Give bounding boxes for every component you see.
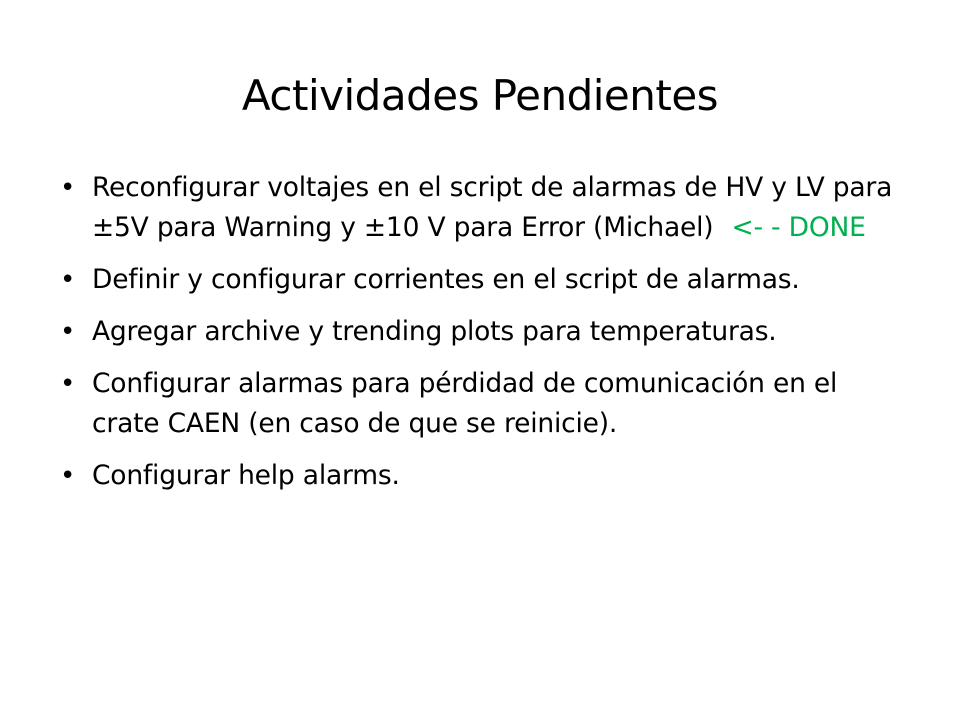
- bullet-item-voltajes: [60, 168, 910, 248]
- bullet-text: Configurar alarmas para pérdidad de comunicación en el crate CAEN (en caso de que se reinicie).: [92, 368, 838, 439]
- bullet-icon: •: [60, 173, 76, 203]
- bullet-item-corrientes: [60, 260, 910, 300]
- bullet-item-help-alarms: [60, 456, 910, 496]
- bullet-text: Agregar archive y trending plots para temperaturas.: [92, 316, 777, 347]
- bullet-text: Configurar help alarms.: [92, 460, 400, 491]
- bullet-text: Reconfigurar voltajes en el script de alarmas de HV y LV para ±5V para Warning y ±10 V para Error (Michael): [92, 172, 893, 243]
- bullet-list: [60, 168, 910, 508]
- bullet-item-comunicacion: [60, 364, 910, 444]
- done-status-label: <- - DONE: [731, 212, 866, 243]
- bullet-icon: •: [60, 461, 76, 491]
- bullet-icon: •: [60, 369, 76, 399]
- slide-title: Actividades Pendientes: [241, 71, 719, 120]
- bullet-item-archive: [60, 312, 910, 352]
- bullet-icon: •: [60, 317, 76, 347]
- bullet-text: Definir y configurar corrientes en el script de alarmas.: [92, 264, 800, 295]
- bullet-icon: •: [60, 265, 76, 295]
